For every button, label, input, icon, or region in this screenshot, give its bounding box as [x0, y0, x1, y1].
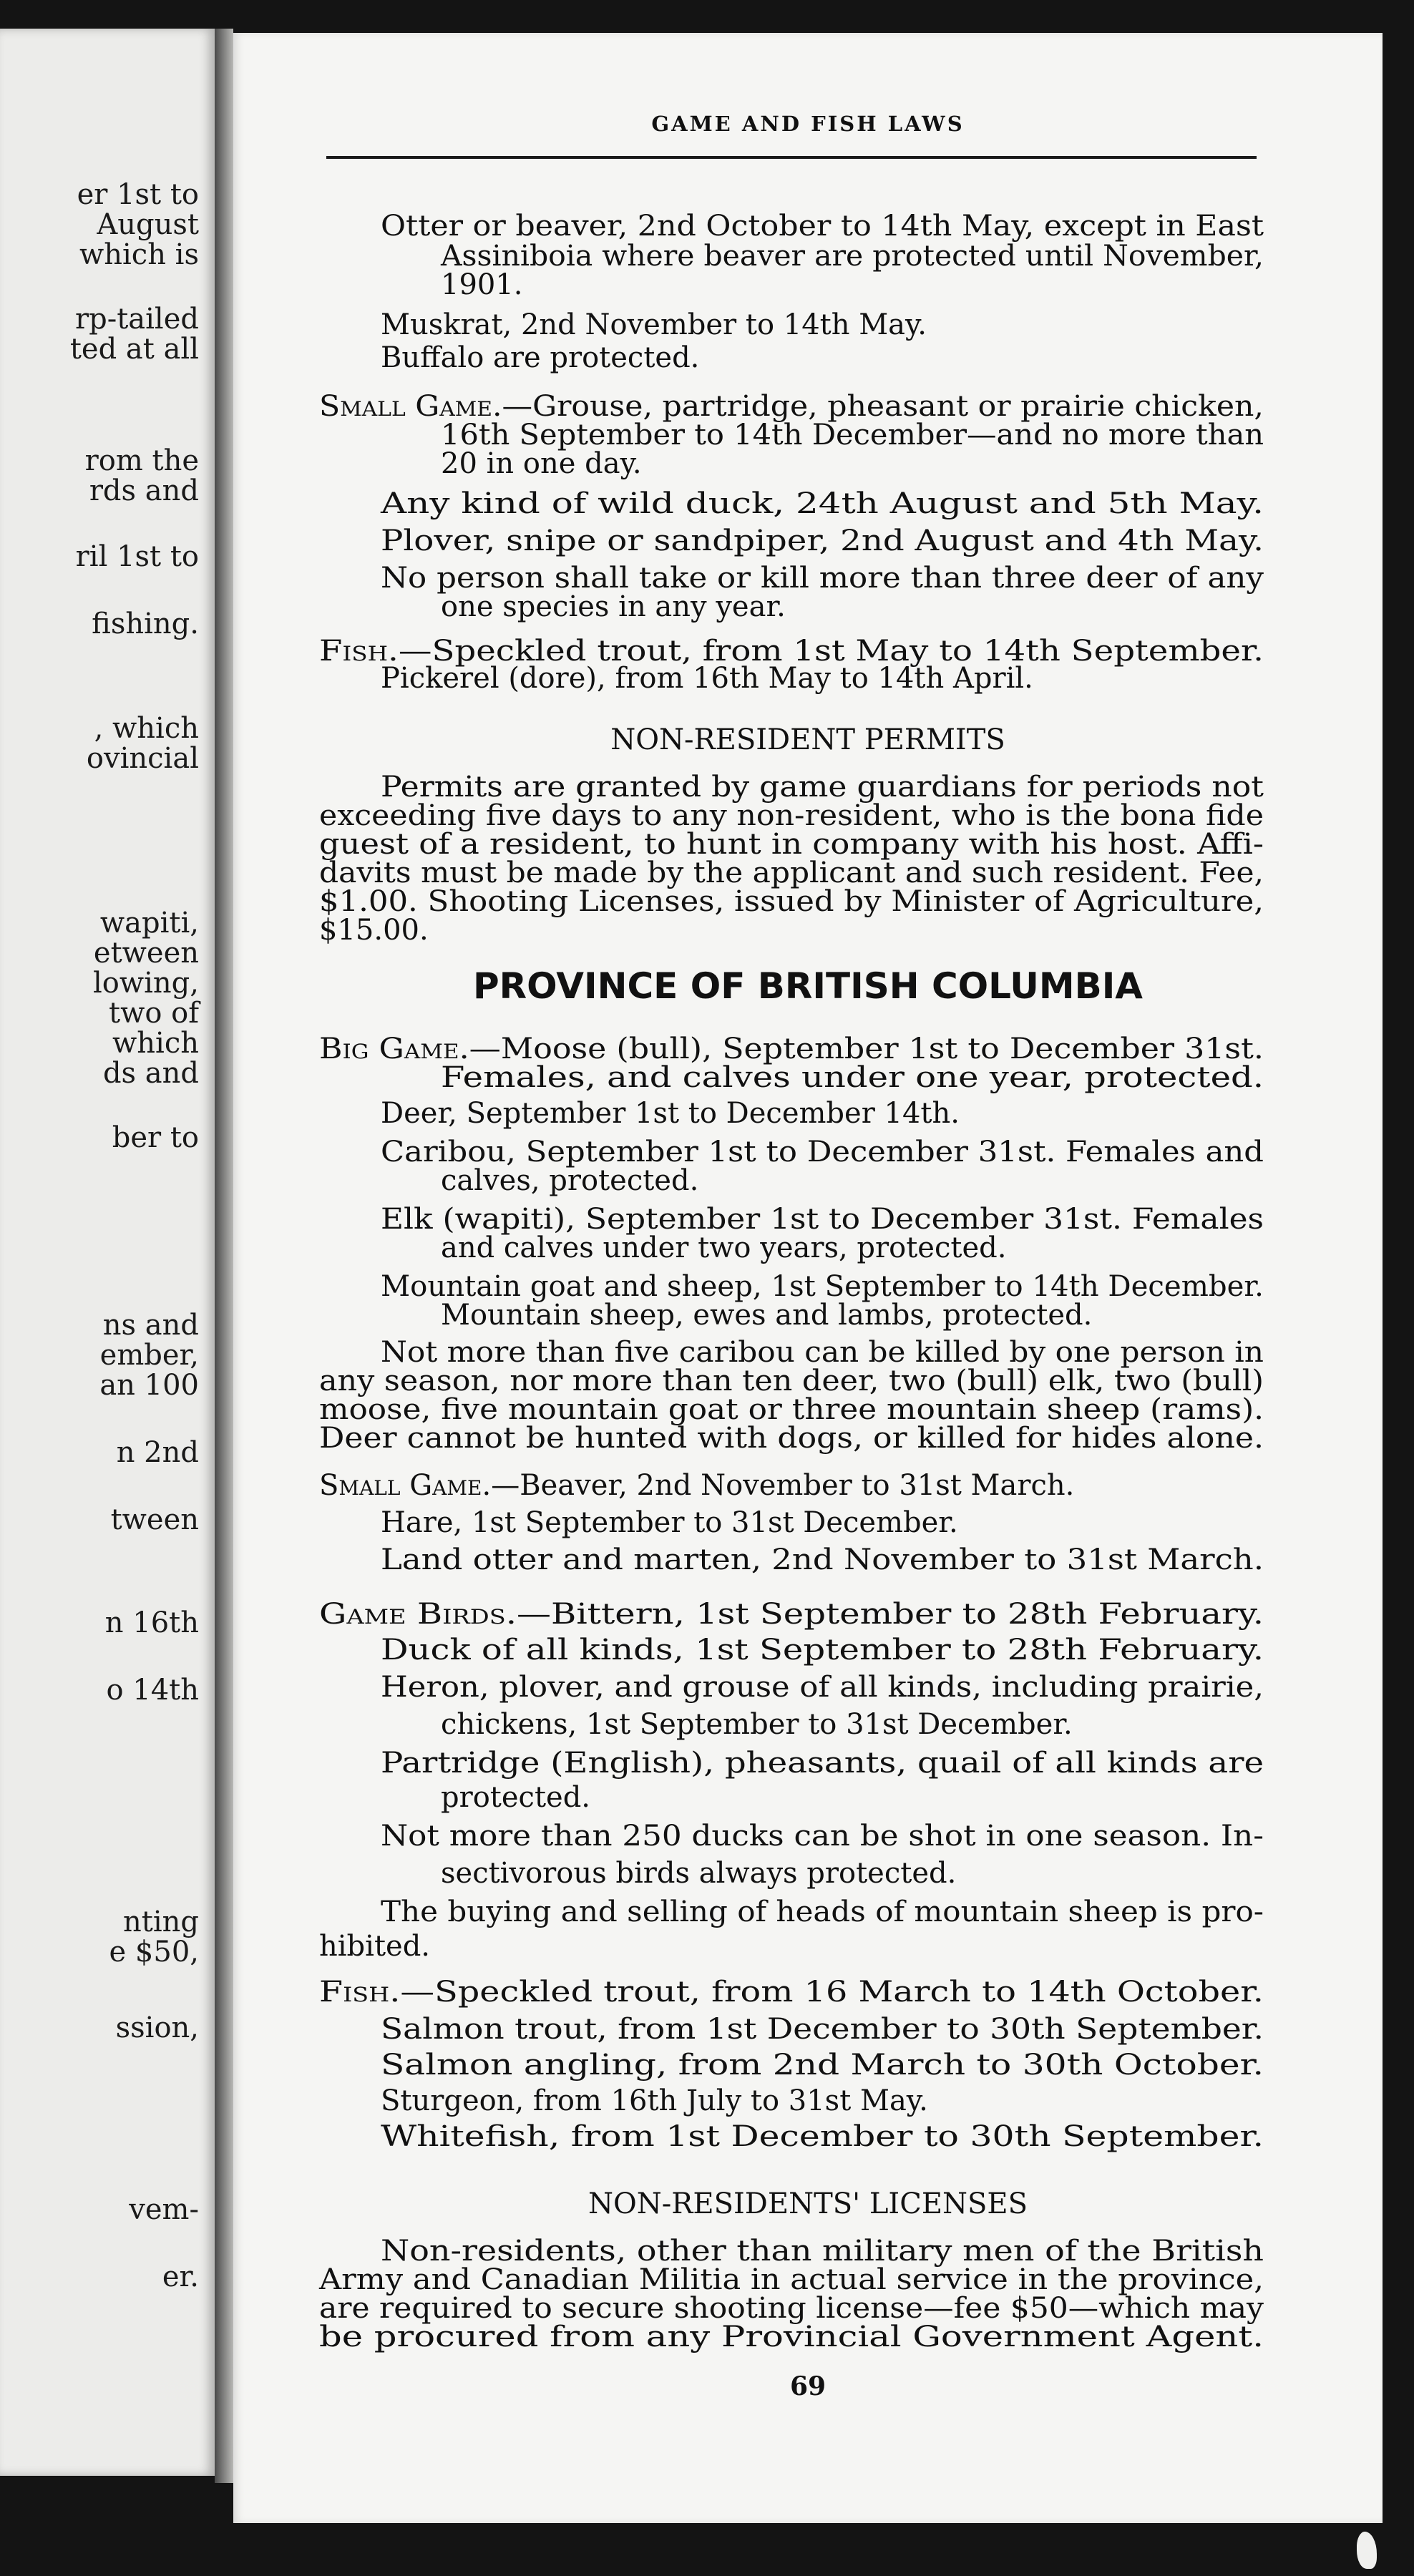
left-page-fragment: which [112, 1027, 199, 1060]
text-line: Salmon angling, from 2nd March to 30th October. [381, 2049, 1264, 2082]
text-line: Salmon trout, from 1st December to 30th September. [381, 2013, 1264, 2046]
left-page-fragment: August [97, 208, 199, 241]
section-label: Small Game. [319, 1469, 492, 1502]
left-page-fragment: rp-tailed [74, 303, 199, 336]
text-line: Duck of all kinds, 1st September to 28th February. [381, 1634, 1264, 1667]
left-page-fragment: ber to [112, 1121, 199, 1154]
page-corner-mark [1357, 2532, 1377, 2569]
text-line: 16th September to 14th December—and no more than [441, 419, 1264, 452]
text-line: The buying and selling of heads of mountain sheep is pro- [381, 1896, 1264, 1928]
left-page-fragment: o 14th [106, 1674, 199, 1707]
text-line: Fish.—Speckled trout, from 1st May to 14th September. [319, 635, 1264, 668]
text-line: Sturgeon, from 16th July to 31st May. [381, 2084, 928, 2117]
text-line: 1901. [441, 268, 523, 301]
left-page-fragment: lowing, [93, 967, 199, 1000]
left-page-fragment: which is [79, 238, 199, 271]
left-page-fragment: an 100 [99, 1369, 199, 1402]
left-page-fragment: rds and [89, 474, 199, 507]
right-page [233, 33, 1383, 2523]
text-line: Pickerel (dore), from 16th May to 14th April. [381, 662, 1033, 695]
left-page-fragment: vem- [129, 2193, 199, 2226]
left-page-fragment: , which [94, 712, 199, 745]
text-line: any season, nor more than ten deer, two (bull) elk, two (bull) [319, 1365, 1264, 1397]
left-page-fragment: n 2nd [116, 1436, 199, 1469]
text-line: be procured from any Provincial Government Agent. [319, 2321, 1264, 2353]
text-line: Muskrat, 2nd November to 14th May. [381, 308, 927, 341]
left-page-fragment: er. [162, 2260, 199, 2293]
text-line: sectivorous birds always protected. [441, 1857, 957, 1890]
section-label: Game Birds. [319, 1598, 517, 1631]
text-line: Females, and calves under one year, protected. [441, 1061, 1264, 1094]
left-page-fragment: etween [93, 937, 199, 970]
text-line: Army and Canadian Militia in actual service in the province, [319, 2263, 1264, 2296]
section-label: Small Game. [319, 390, 502, 423]
left-page-fragment: e $50, [109, 1936, 199, 1968]
text-line: calves, protected. [441, 1164, 699, 1197]
text-line: Land otter and marten, 2nd November to 31st March. [381, 1543, 1264, 1576]
text-line: Game Birds.—Bittern, 1st September to 28th February. [319, 1598, 1264, 1631]
left-page-fragment: tween [110, 1503, 199, 1536]
book-gutter [215, 29, 233, 2483]
text-line: hibited. [319, 1930, 431, 1963]
left-page-fragment: wapiti, [99, 907, 199, 940]
left-page-fragment: ted at all [69, 333, 199, 366]
text-line: Partridge (English), pheasants, quail of all kinds are [381, 1747, 1264, 1780]
left-page-fragment: ds and [102, 1057, 199, 1090]
text-line: davits must be made by the applicant and such resident. Fee, [319, 857, 1264, 889]
text-line: $15.00. [319, 914, 429, 947]
text-line: Deer, September 1st to December 14th. [381, 1097, 960, 1130]
left-page-fragment: two of [109, 997, 199, 1030]
text-line: and calves under two years, protected. [441, 1231, 1007, 1264]
page-number: 69 [789, 2371, 827, 2401]
province-title: PROVINCE OF BRITISH COLUMBIA [472, 965, 1143, 1007]
text-line: moose, five mountain goat or three mountain sheep (rams). [319, 1393, 1264, 1426]
text-line: Mountain goat and sheep, 1st September to 14th December. [381, 1270, 1264, 1303]
text-line: Plover, snipe or sandpiper, 2nd August and 4th May. [381, 525, 1264, 557]
left-page-fragment: ssion, [115, 2011, 199, 2044]
text-line: Permits are granted by game guardians for periods not [381, 771, 1264, 804]
text-line: Small Game.—Beaver, 2nd November to 31st March. [319, 1469, 1075, 1502]
text-line: Fish.—Speckled trout, from 16 March to 14th October. [319, 1976, 1264, 2009]
text-line: Mountain sheep, ewes and lambs, protected. [441, 1299, 1093, 1332]
running-header: GAME AND FISH LAWS [651, 112, 965, 136]
text-line: are required to secure shooting license—fee $50—which may [319, 2292, 1264, 2325]
text-line: No person shall take or kill more than three deer of any [381, 562, 1264, 595]
left-page [0, 29, 215, 2476]
text-line: Assiniboia where beaver are protected until November, [441, 240, 1264, 273]
section-label: Fish. [319, 635, 399, 668]
text-line: $1.00. Shooting Licenses, issued by Minister of Agriculture, [319, 885, 1264, 918]
text-line: Buffalo are protected. [381, 341, 700, 374]
text-line: Big Game.—Moose (bull), September 1st to December 31st. [319, 1033, 1264, 1065]
text-line: Not more than 250 ducks can be shot in one season. In- [381, 1820, 1264, 1853]
left-page-fragment: nting [123, 1906, 199, 1938]
left-page-fragment: er 1st to [77, 178, 199, 211]
text-line: Not more than five caribou can be killed by one person in [381, 1336, 1264, 1369]
text-line: 20 in one day. [441, 447, 642, 480]
text-line: Small Game.—Grouse, partridge, pheasant or prairie chicken, [319, 390, 1264, 423]
left-page-fragment: fishing. [92, 608, 199, 640]
left-page-fragment: rom the [84, 444, 199, 477]
section-label: Fish. [319, 1976, 401, 2009]
text-line: Heron, plover, and grouse of all kinds, including prairie, [381, 1671, 1264, 1704]
text-line: exceeding five days to any non-resident, who is the bona fide [319, 799, 1264, 832]
text-line: Hare, 1st September to 31st December. [381, 1506, 958, 1539]
text-line: chickens, 1st September to 31st December. [441, 1708, 1073, 1741]
section-label: Big Game. [319, 1033, 469, 1065]
text-line: Otter or beaver, 2nd October to 14th May, except in East [381, 210, 1264, 243]
header-rule [326, 156, 1257, 159]
text-line: protected. [441, 1781, 591, 1814]
text-line: Any kind of wild duck, 24th August and 5th May. [381, 487, 1264, 520]
text-line: one species in any year. [441, 590, 786, 623]
section-heading: NON-RESIDENT PERMITS [610, 723, 1005, 756]
text-line: Deer cannot be hunted with dogs, or killed for hides alone. [319, 1422, 1264, 1455]
section-heading: NON-RESIDENTS' LICENSES [587, 2187, 1028, 2220]
text-line: Elk (wapiti), September 1st to December 31st. Females [381, 1203, 1264, 1236]
left-page-fragment: n 16th [104, 1606, 199, 1639]
left-page-fragment: ns and [102, 1309, 199, 1342]
text-line: guest of a resident, to hunt in company with his host. Affi- [319, 828, 1264, 861]
left-page-fragment: ril 1st to [75, 540, 199, 573]
left-page-fragment: ovincial [86, 742, 199, 775]
text-line: Whitefish, from 1st December to 30th September. [381, 2120, 1264, 2153]
text-line: Non-residents, other than military men of the British [381, 2235, 1264, 2268]
left-page-fragment: ember, [99, 1339, 199, 1372]
text-line: Caribou, September 1st to December 31st. Females and [381, 1136, 1264, 1169]
